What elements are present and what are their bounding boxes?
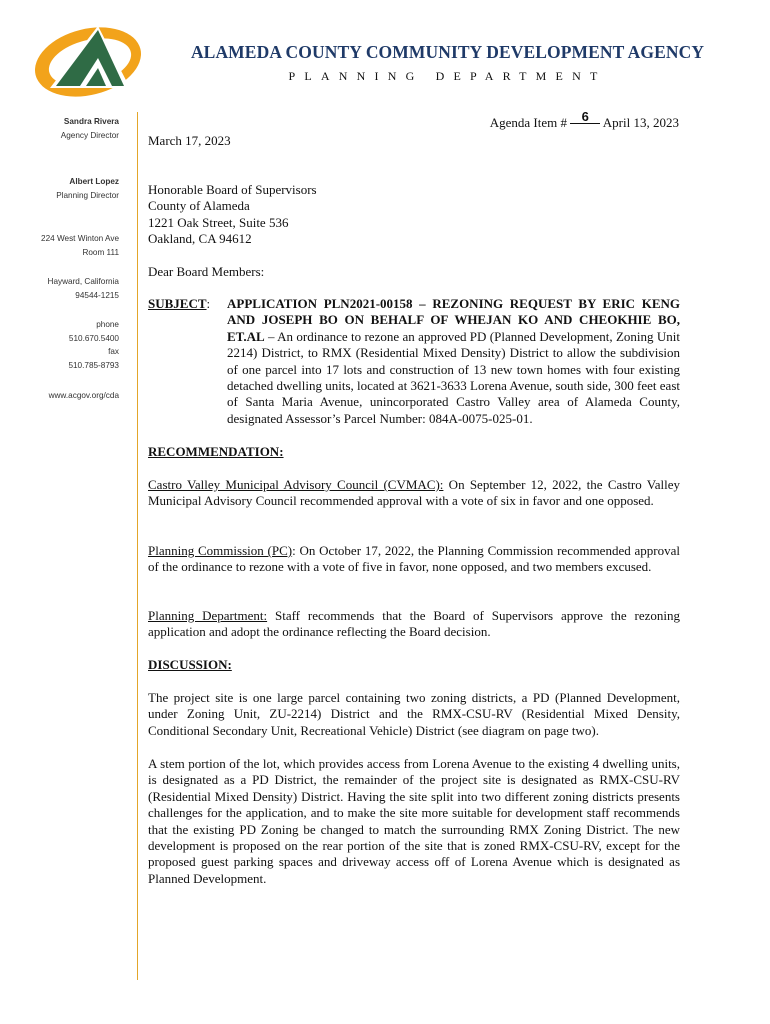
cvmac-label: Castro Valley Municipal Advisory Council (CVMAC): bbox=[148, 477, 444, 492]
department-name: PLANNING DEPARTMENT bbox=[288, 69, 607, 83]
subject-label: SUBJECT: bbox=[148, 296, 211, 311]
subject-description: – An ordinance to rezone an approved PD (Planned Development, Zoning Unit 2214) District, to RMX (Residential Mixed Density) District to allow the subdivision of one parcel into 17 lots and construction of 13 new town homes with four existing detached dwelling units, located at 3621-3633 Lorena Avenue, south side, 300 feet east of Santa Maria Avenue, unincorporated Castro Valley area of Alameda County, designated Assessor’s Parcel Number: 084A-0075-025-01. bbox=[227, 328, 680, 426]
recipient-line: Oakland, CA 94612 bbox=[148, 231, 252, 247]
sidebar-address bbox=[0, 232, 119, 259]
subject-text bbox=[227, 296, 680, 427]
planning-director-name: Albert Lopez bbox=[69, 177, 119, 186]
pc-paragraph bbox=[148, 543, 680, 576]
recipient-line: 1221 Oak Street, Suite 536 bbox=[148, 214, 289, 230]
sidebar-contact bbox=[0, 318, 119, 372]
address-line1: 224 West Winton Ave bbox=[41, 234, 119, 243]
recommendation-heading: RECOMMENDATION: bbox=[148, 444, 284, 459]
agency-logo bbox=[30, 22, 152, 100]
director-name: Sandra Rivera bbox=[63, 117, 119, 126]
fax-label: fax bbox=[108, 347, 119, 356]
letter-date: March 17, 2023 bbox=[148, 133, 231, 148]
fax-number: 510.785-8793 bbox=[68, 360, 119, 370]
discussion-paragraph-2: A stem portion of the lot, which provides access from Lorena Avenue to the existing 4 dwelling units, is designated as a PD District, the remainder of the project site is designated as RMX-CSU-RV (Residential Mixed Density) District. Having the site split into two different zoning districts presents challenges for the application, and to make the site more suitable for development staff recommends that the existing PD Zoning be changed to match the surrounding RMX Zoning District. The new development is proposed on the rear portion of the site that is zoned RMX-CSU-RV, except for the proposed guest parking spaces and driveway access off of Lorena Avenue which is designated as Planned Development. bbox=[148, 756, 680, 886]
subject-label-text: SUBJECT bbox=[148, 296, 207, 311]
sidebar-website bbox=[0, 389, 119, 403]
pd-paragraph bbox=[148, 608, 680, 641]
sidebar-divider bbox=[137, 112, 138, 980]
agency-name: ALAMEDA COUNTY COMMUNITY DEVELOPMENT AGENCY bbox=[190, 42, 705, 62]
recipient-line: County of Alameda bbox=[148, 198, 250, 214]
address-line2: Room 111 bbox=[82, 247, 119, 257]
planning-director-title: Planning Director bbox=[56, 190, 119, 200]
pd-text: Staff recommends that the Board of Supervisors approve the rezoning application and adopt the ordinance reflecting the Board decision. bbox=[148, 608, 680, 640]
subject-title: APPLICATION PLN2021-00158 – REZONING REQUEST BY ERIC KENG AND JOSEPH BO ON BEHALF OF WHEJAN KO AND CHEOKHIE BO, ET.AL bbox=[227, 296, 680, 344]
cvmac-paragraph bbox=[148, 477, 680, 510]
discussion-paragraph-1: The project site is one large parcel containing two zoning districts, a PD (Planned Development, under Zoning Unit, ZU-2214) District and the RMX-CSU-RV (Residential Mixed Density, Conditional Secondary Unit, Recreational Vehicle) District (see diagram on page two). bbox=[148, 690, 680, 738]
recipient-address bbox=[148, 182, 680, 248]
recipient-line: Honorable Board of Supervisors bbox=[148, 182, 317, 197]
agenda-number: 6 bbox=[570, 111, 600, 124]
city: Hayward, California bbox=[47, 277, 119, 286]
pd-label: Planning Department: bbox=[148, 608, 268, 623]
sidebar-city bbox=[0, 275, 119, 302]
pc-label: Planning Commission (PC) bbox=[148, 543, 293, 558]
sidebar-planning-director bbox=[0, 175, 119, 202]
cvmac-text: On September 12, 2022, the Castro Valley Municipal Advisory Council recommended approval with a vote of six in favor and one opposed. bbox=[148, 477, 680, 509]
sidebar-director bbox=[0, 115, 119, 142]
zip: 94544-1215 bbox=[75, 290, 119, 300]
agenda-item bbox=[489, 109, 679, 131]
phone-number: 510.670.5400 bbox=[68, 333, 119, 343]
director-title: Agency Director bbox=[60, 130, 119, 140]
phone-label: phone bbox=[96, 320, 119, 329]
agenda-date: April 13, 2023 bbox=[602, 115, 679, 130]
website-link: www.acgov.org/cda bbox=[48, 391, 119, 400]
agenda-prefix: Agenda Item # bbox=[489, 115, 567, 130]
salutation: Dear Board Members: bbox=[148, 264, 265, 279]
discussion-heading: DISCUSSION: bbox=[148, 657, 232, 672]
pc-text: : On October 17, 2022, the Planning Commission recommended approval of the ordinance to rezone with a vote of five in favor, none opposed, and two members excused. bbox=[148, 543, 680, 575]
